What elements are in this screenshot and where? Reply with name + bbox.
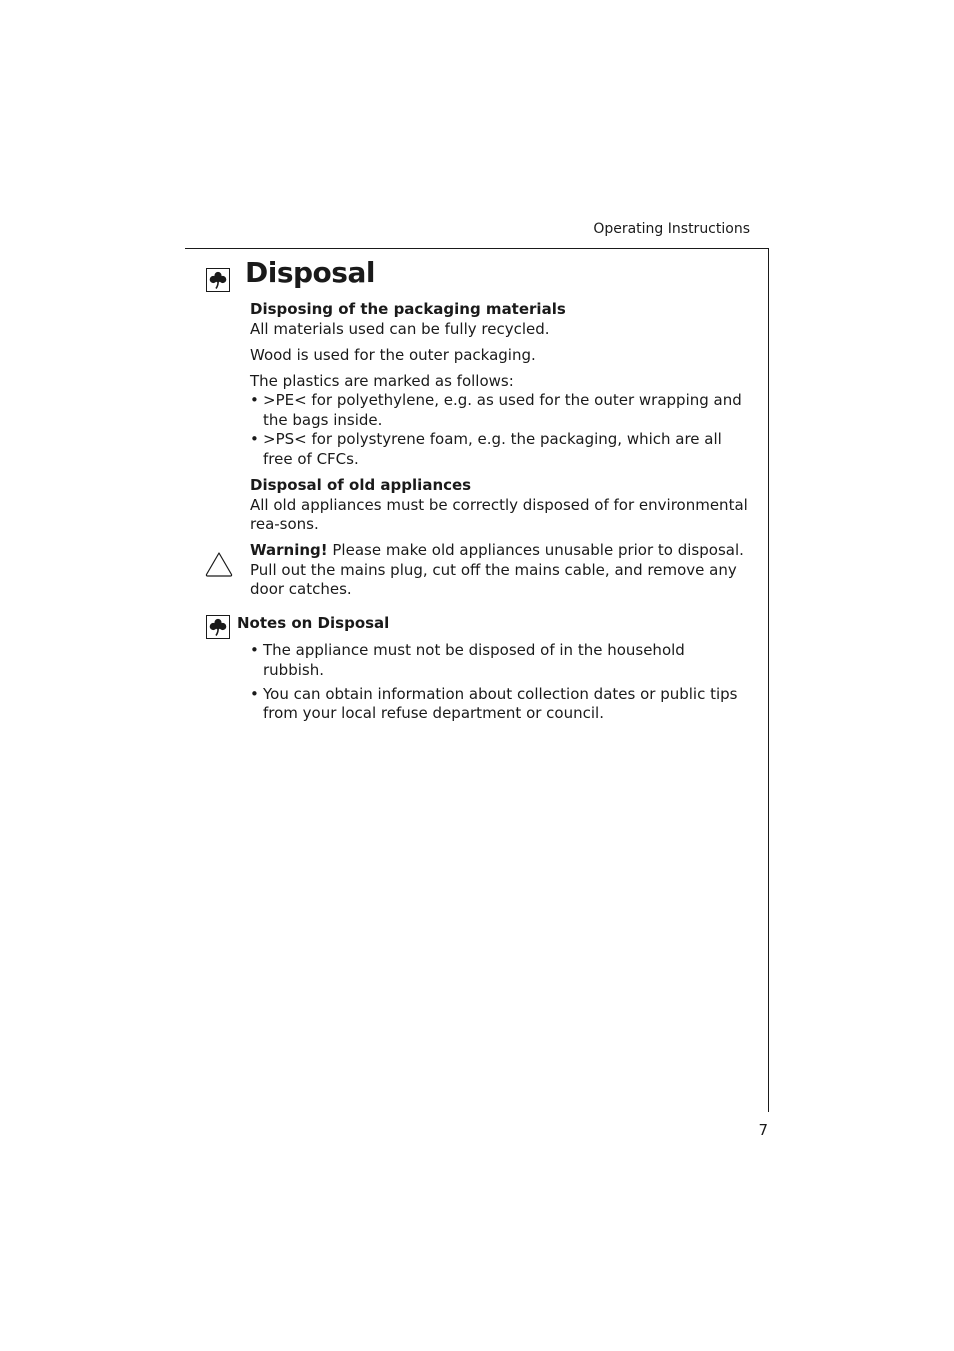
header-rule — [185, 248, 769, 249]
list-item: • The appliance must not be disposed of in the household rubbish. — [250, 641, 685, 679]
warning-paragraph — [250, 541, 750, 600]
packaging-text-3: The plastics are marked as follows: — [250, 371, 514, 390]
page-number: 7 — [758, 1121, 768, 1139]
margin-rule — [768, 248, 769, 1112]
old-appliances-text: All old appliances must be correctly disposed of for environmental rea-sons. — [250, 495, 748, 533]
clover-icon — [206, 615, 230, 639]
list-item: • >PE< for polyethylene, e.g. as used for the outer wrapping and the bags inside. — [250, 391, 742, 429]
old-appliances-heading: Disposal of old appliances — [250, 476, 472, 494]
page-title: Disposal — [245, 256, 375, 289]
packaging-text-1: All materials used can be fully recycled. — [250, 319, 550, 338]
notes-heading: Notes on Disposal — [237, 614, 390, 632]
list-item: • You can obtain information about collection dates or public tips from your local refuse department or council. — [250, 684, 738, 722]
packaging-heading: Disposing of the packaging materials — [250, 300, 566, 318]
main-content — [250, 300, 750, 600]
warning-text: Please make old appliances unusable prior to disposal. Pull out the mains plug, cut off the mains cable, and remove any door catches. — [250, 541, 744, 598]
notes-list — [250, 641, 750, 724]
warning-label: Warning! — [250, 541, 328, 559]
running-header: Operating Instructions — [593, 221, 750, 237]
warning-triangle-icon — [205, 551, 233, 583]
packaging-text-2: Wood is used for the outer packaging. — [250, 345, 536, 364]
list-item: • >PS< for polystyrene foam, e.g. the packaging, which are all free of CFCs. — [250, 430, 722, 468]
clover-icon — [206, 268, 230, 292]
